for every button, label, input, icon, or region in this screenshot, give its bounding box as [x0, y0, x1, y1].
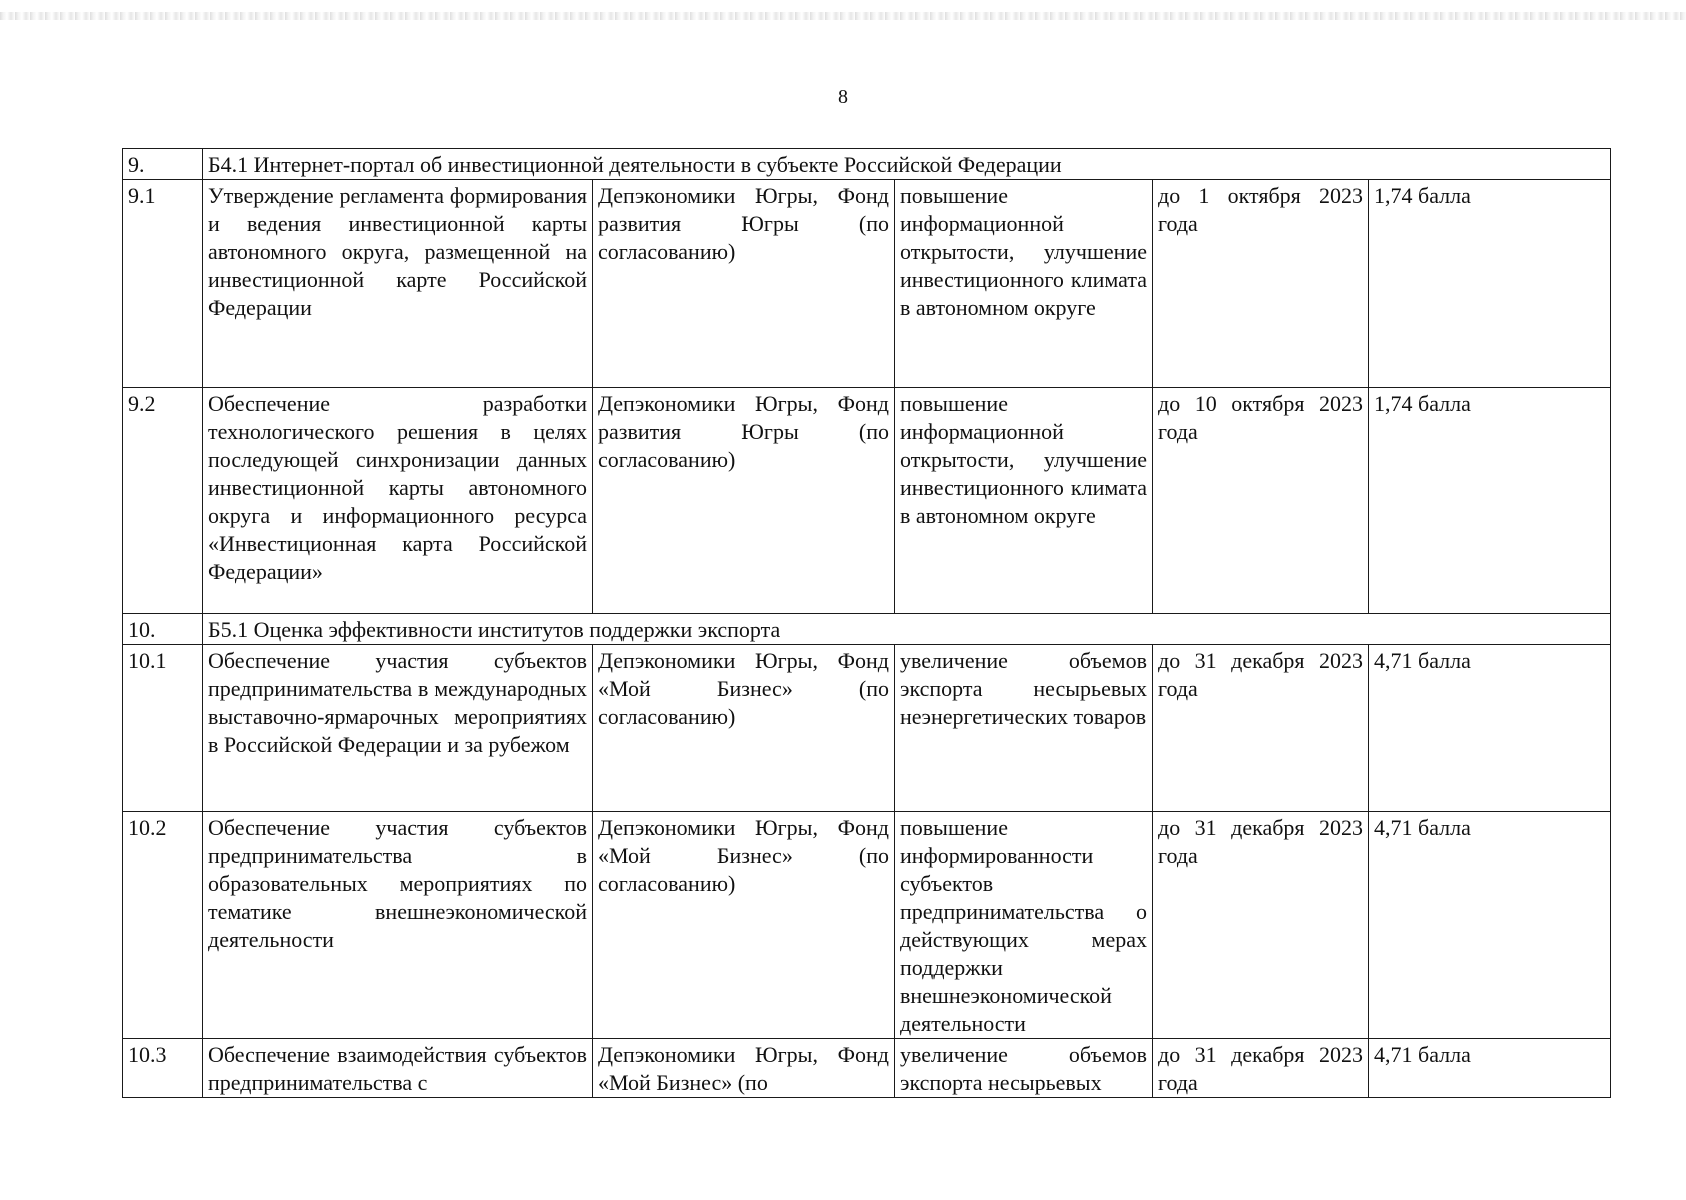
executor-cell: Депэкономики Югры, Фонд развития Югры (по согласованию) — [593, 388, 895, 614]
table-row — [123, 812, 1611, 1039]
executor-cell: Депэкономики Югры, Фонд «Мой Бизнес» (по — [593, 1039, 895, 1098]
section-number: 10. — [123, 614, 203, 645]
row-number: 10.1 — [123, 645, 203, 812]
measure-cell: Обеспечение участия субъектов предпринимательства в международных выставочно-ярмарочных мероприятиях в Российской Федерации и за рубежом — [203, 645, 593, 812]
section-row-9 — [123, 149, 1611, 180]
result-cell: повышение информированности субъектов предпринимательства о действующих мерах поддержки внешнеэкономической деятельности — [895, 812, 1153, 1039]
row-number: 10.2 — [123, 812, 203, 1039]
score-cell: 1,74 балла — [1369, 180, 1611, 388]
row-number: 10.3 — [123, 1039, 203, 1098]
result-cell: повышение информационной открытости, улучшение инвестиционного климата в автономном округе — [895, 388, 1153, 614]
row-number: 9.2 — [123, 388, 203, 614]
row-number: 9.1 — [123, 180, 203, 388]
scan-edge-artifact — [0, 12, 1686, 20]
deadline-cell: до 10 октября 2023 года — [1153, 388, 1369, 614]
result-cell: увеличение объемов экспорта несырьевых неэнергетических товаров — [895, 645, 1153, 812]
executor-cell: Депэкономики Югры, Фонд развития Югры (по согласованию) — [593, 180, 895, 388]
measure-cell: Обеспечение взаимодействия субъектов предпринимательства с — [203, 1039, 593, 1098]
deadline-cell: до 1 октября 2023 года — [1153, 180, 1369, 388]
section-title: Б5.1 Оценка эффективности институтов поддержки экспорта — [203, 614, 1611, 645]
score-cell: 4,71 балла — [1369, 1039, 1611, 1098]
result-cell: повышение информационной открытости, улучшение инвестиционного климата в автономном округе — [895, 180, 1153, 388]
measure-cell: Обеспечение разработки технологического решения в целях последующей синхронизации данных инвестиционной карты автономного округа и информационного ресурса «Инвестиционная карта Российской Федерации» — [203, 388, 593, 614]
section-row-10 — [123, 614, 1611, 645]
page-number: 8 — [838, 86, 848, 108]
measure-cell: Утверждение регламента формирования и ведения инвестиционной карты автономного округа, размещенной на инвестиционной карте Российской Федерации — [203, 180, 593, 388]
score-cell: 1,74 балла — [1369, 388, 1611, 614]
deadline-cell: до 31 декабря 2023 года — [1153, 645, 1369, 812]
executor-cell: Депэкономики Югры, Фонд «Мой Бизнес» (по согласованию) — [593, 645, 895, 812]
table-row — [123, 388, 1611, 614]
result-cell: увеличение объемов экспорта несырьевых — [895, 1039, 1153, 1098]
table-row — [123, 180, 1611, 388]
table-row — [123, 1039, 1611, 1098]
executor-cell: Депэкономики Югры, Фонд «Мой Бизнес» (по согласованию) — [593, 812, 895, 1039]
deadline-cell: до 31 декабря 2023 года — [1153, 1039, 1369, 1098]
deadline-cell: до 31 декабря 2023 года — [1153, 812, 1369, 1039]
action-plan-table — [122, 148, 1611, 1098]
score-cell: 4,71 балла — [1369, 812, 1611, 1039]
measure-cell: Обеспечение участия субъектов предпринимательства в образовательных мероприятиях по тематике внешнеэкономической деятельности — [203, 812, 593, 1039]
score-cell: 4,71 балла — [1369, 645, 1611, 812]
table-row — [123, 645, 1611, 812]
section-title: Б4.1 Интернет-портал об инвестиционной деятельности в субъекте Российской Федерации — [203, 149, 1611, 180]
section-number: 9. — [123, 149, 203, 180]
